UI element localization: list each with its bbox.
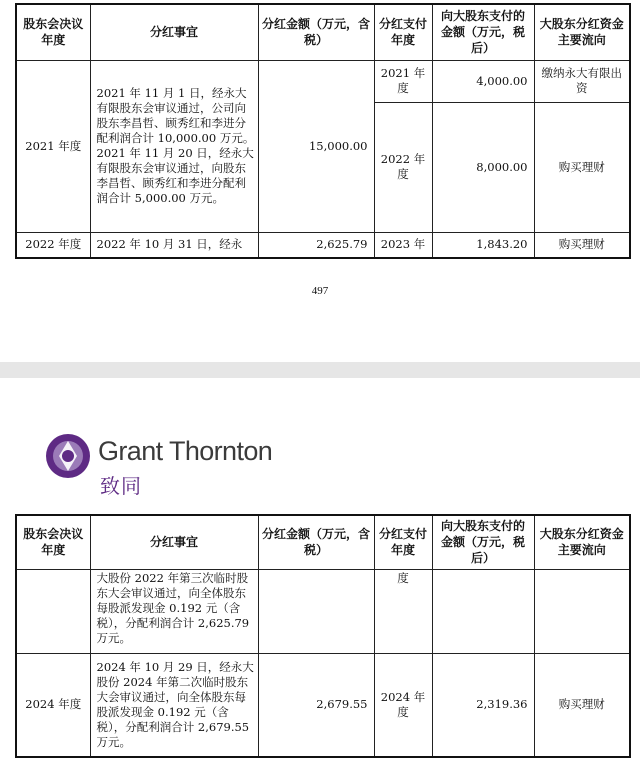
header-amount: 分红金额（万元，含税） xyxy=(258,4,374,60)
cell-pay-year: 度 xyxy=(374,569,432,653)
matter-paragraph: 2021 年 11 月 20 日，经永大有限股东会审议通过，向股东李昌哲、顾秀红和李进分配利润合计 5,000.00 万元。 xyxy=(96,146,254,205)
cell-flow: 购买理财 xyxy=(534,102,630,232)
header-matter: 分红事宜 xyxy=(90,4,258,60)
cell-year: 2021 年度 xyxy=(16,60,90,232)
table-row xyxy=(16,569,630,653)
cell-matter: 2024 年 10 月 29 日，经永大股份 2024 年第二次临时股东大会审议通过，向全体股东每股派发现金 0.192 元（含税），分配利润合计 2,679.55 万元。 xyxy=(90,653,258,757)
cell-year: 2022 年度 xyxy=(16,232,90,258)
cell-year: 2024 年度 xyxy=(16,653,90,757)
dividend-table-page-1 xyxy=(15,3,631,259)
document-page-2 xyxy=(0,378,640,766)
cell-pay-year: 2022 年度 xyxy=(374,102,432,232)
header-pay-year: 分红支付年度 xyxy=(374,515,432,569)
cell-paid-amount xyxy=(432,569,534,653)
header-flow: 大股东分红资金主要流向 xyxy=(534,515,630,569)
table-row xyxy=(16,60,630,102)
matter-paragraph: 2021 年 11 月 1 日，经永大有限股东会审议通过，公司向股东李昌哲、顾秀红和李进分配利润合计 10,000.00 万元。 xyxy=(96,86,255,145)
cell-paid-amount: 4,000.00 xyxy=(432,60,534,102)
header-pay-year: 分红支付年度 xyxy=(374,4,432,60)
dividend-table-page-2 xyxy=(15,514,631,758)
header-paid-amount: 向大股东支付的金额（万元，税后） xyxy=(432,4,534,60)
cell-paid-amount: 2,319.36 xyxy=(432,653,534,757)
cell-matter: 2022 年 10 月 31 日，经永 xyxy=(90,232,258,258)
cell-flow: 购买理财 xyxy=(534,232,630,258)
header-matter: 分红事宜 xyxy=(90,515,258,569)
cell-amount: 2,679.55 xyxy=(258,653,374,757)
cell-amount: 2,625.79 xyxy=(258,232,374,258)
document-page-1 xyxy=(0,0,640,362)
cell-paid-amount: 1,843.20 xyxy=(432,232,534,258)
header-amount: 分红金额（万元，含税） xyxy=(258,515,374,569)
table-row xyxy=(16,232,630,258)
table-row xyxy=(16,653,630,757)
cell-pay-year: 2024 年度 xyxy=(374,653,432,757)
cell-matter: 大股份 2022 年第三次临时股东大会审议通过，向全体股东每股派发现金 0.192 元（含税），分配利润合计 2,625.79 万元。 xyxy=(90,569,258,653)
page-separator xyxy=(0,362,640,378)
cell-amount: 15,000.00 xyxy=(258,60,374,232)
header-paid-amount: 向大股东支付的金额（万元，税后） xyxy=(432,515,534,569)
logo-name-en: Grant Thornton xyxy=(98,436,273,466)
page-number: 497 xyxy=(311,285,329,297)
grant-thornton-logo xyxy=(44,430,284,498)
logo-name-cn: 致同 xyxy=(100,474,142,498)
header-flow: 大股东分红资金主要流向 xyxy=(534,4,630,60)
cell-matter xyxy=(90,60,258,232)
table-header-row xyxy=(16,515,630,569)
table-header-row xyxy=(16,4,630,60)
header-year: 股东会决议年度 xyxy=(16,515,90,569)
cell-flow: 购买理财 xyxy=(534,653,630,757)
cell-flow xyxy=(534,569,630,653)
cell-pay-year: 2021 年度 xyxy=(374,60,432,102)
cell-paid-amount: 8,000.00 xyxy=(432,102,534,232)
cell-amount xyxy=(258,569,374,653)
grant-thornton-mark-icon xyxy=(44,432,92,480)
cell-pay-year: 2023 年 xyxy=(374,232,432,258)
cell-year xyxy=(16,569,90,653)
header-year: 股东会决议年度 xyxy=(16,4,90,60)
cell-flow: 缴纳永大有限出资 xyxy=(534,60,630,102)
